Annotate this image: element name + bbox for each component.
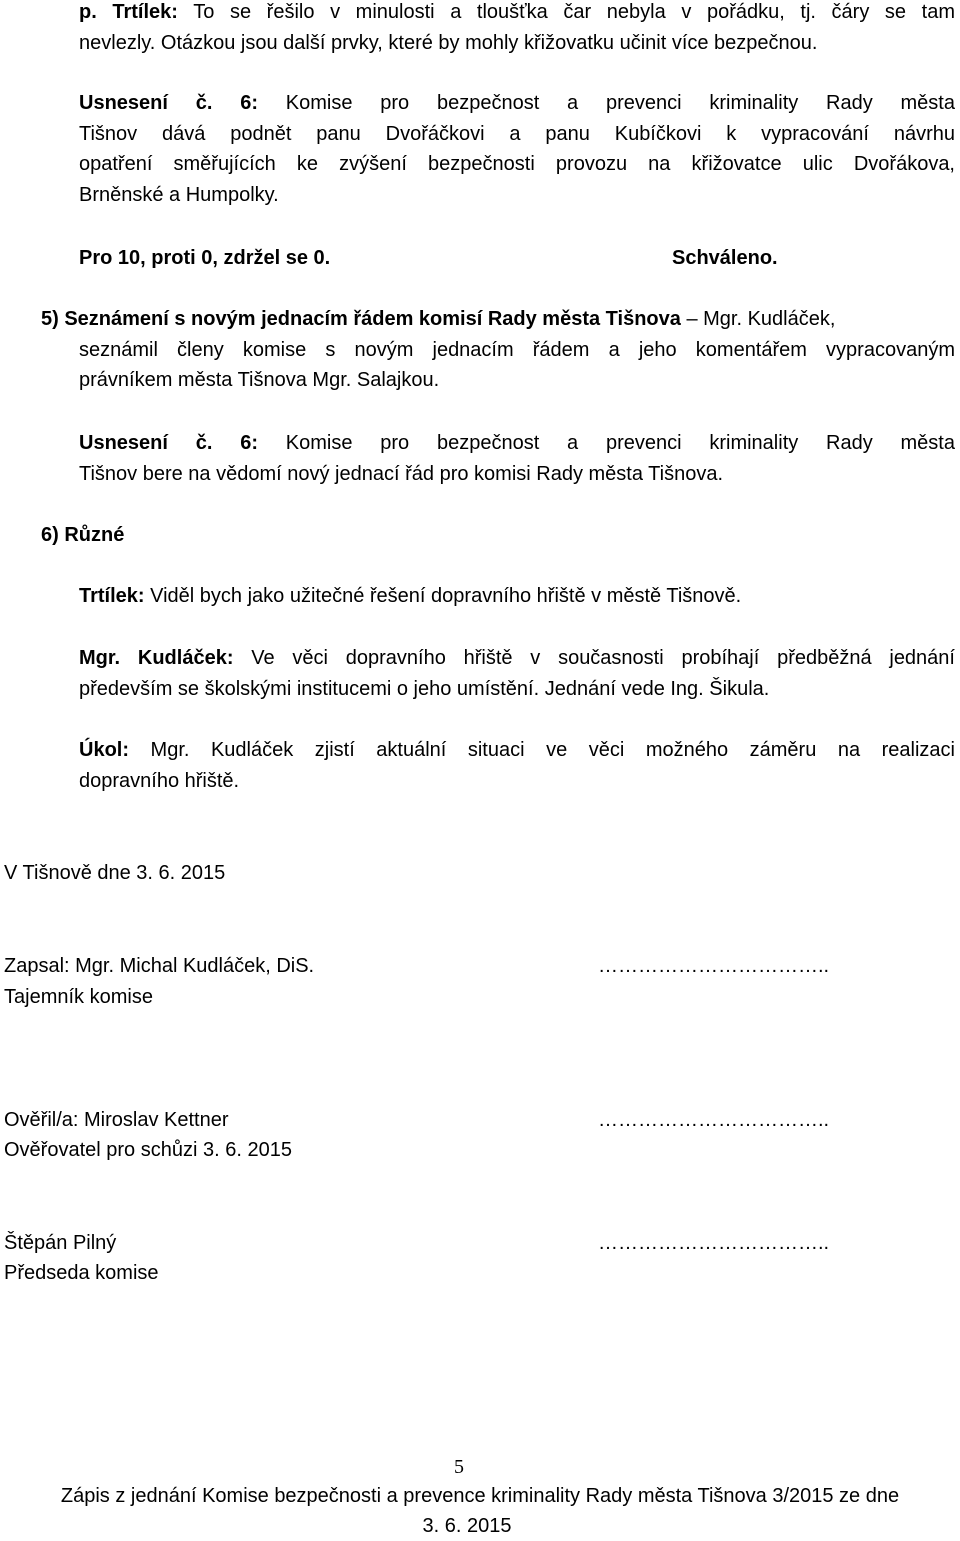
resolution-label: Usnesení č. 6: [79, 432, 258, 454]
signature-line-verifier: …………………………….. [598, 1109, 830, 1131]
place-date: V Tišnově dne 3. 6. 2015 [4, 862, 226, 884]
verified-by: Ověřil/a: Miroslav Kettner [4, 1109, 229, 1131]
section-6-title: 6) Různé [41, 524, 125, 546]
resolution-1-line-3: opatření směřujících ke zvýšení bezpečnosti provozu na křižovatce ulic Dvořákova, [79, 153, 955, 175]
speaker-label: p. Trtílek: [79, 1, 178, 23]
signature-line-recorder: …………………………….. [598, 955, 830, 977]
task-label: Úkol: [79, 739, 129, 761]
discussion-trtilek-line-2: nevlezly. Otázkou jsou další prvky, které by mohly křižovatku učinit více bezpečnou. [79, 32, 818, 54]
footer-line-1: Zápis z jednání Komise bezpečnosti a prevence kriminality Rady města Tišnova 3/2015 ze dne [60, 1485, 900, 1507]
chair-name: Štěpán Pilný [4, 1232, 117, 1254]
signature-line-chair: …………………………….. [598, 1232, 830, 1254]
vote-count: Pro 10, proti 0, zdržel se 0. [79, 247, 331, 269]
trtilek-remark: Trtílek: Viděl bych jako užitečné řešení dopravního hřiště v městě Tišnově. [79, 585, 742, 607]
resolution-1-line-4: Brněnské a Humpolky. [79, 184, 279, 206]
speaker-label: Mgr. Kudláček: [79, 647, 234, 669]
verified-role: Ověřovatel pro schůzi 3. 6. 2015 [4, 1139, 292, 1161]
page-number: 5 [454, 1456, 464, 1478]
task-line-1: Úkol: Mgr. Kudláček zjistí aktuální situaci ve věci možného záměru na realizaci [79, 739, 955, 761]
recorded-role: Tajemník komise [4, 986, 153, 1008]
section-5-line-3: právníkem města Tišnova Mgr. Salajkou. [79, 369, 440, 391]
footer-line-2: 3. 6. 2015 [422, 1515, 512, 1537]
vote-result: Schváleno. [672, 247, 778, 269]
resolution-1-line-2: Tišnov dává podnět panu Dvořáčkovi a panu Kubíčkovi k vypracování návrhu [79, 123, 955, 145]
resolution-1-line-1: Usnesení č. 6: Komise pro bezpečnost a prevenci kriminality Rady města [79, 92, 955, 114]
resolution-2-line-1: Usnesení č. 6: Komise pro bezpečnost a prevenci kriminality Rady města [79, 432, 955, 454]
section-5-title: 5) Seznámení s novým jednacím řádem komisí Rady města Tišnova [41, 308, 681, 330]
task-line-2: dopravního hřiště. [79, 770, 240, 792]
chair-role: Předseda komise [4, 1262, 159, 1284]
recorded-by: Zapsal: Mgr. Michal Kudláček, DiS. [4, 955, 315, 977]
kudlacek-remark-line-1: Mgr. Kudláček: Ve věci dopravního hřiště v současnosti probíhají předběžná jednání [79, 647, 955, 669]
section-5-line-2: seznámil členy komise s novým jednacím řádem a jeho komentářem vypracovaným [79, 339, 955, 361]
section-5-title-line: 5) Seznámení s novým jednacím řádem komisí Rady města Tišnova – Mgr. Kudláček, [41, 308, 836, 330]
kudlacek-remark-line-2: především se školskými institucemi o jeho umístění. Jednání vede Ing. Šikula. [79, 678, 770, 700]
discussion-trtilek-line-1: p. Trtílek: To se řešilo v minulosti a tloušťka čar nebyla v pořádku, tj. čáry se tam [79, 1, 956, 23]
resolution-label: Usnesení č. 6: [79, 92, 258, 114]
resolution-2-line-2: Tišnov bere na vědomí nový jednací řád pro komisi Rady města Tišnova. [79, 463, 724, 485]
speaker-label: Trtílek: [79, 585, 145, 607]
